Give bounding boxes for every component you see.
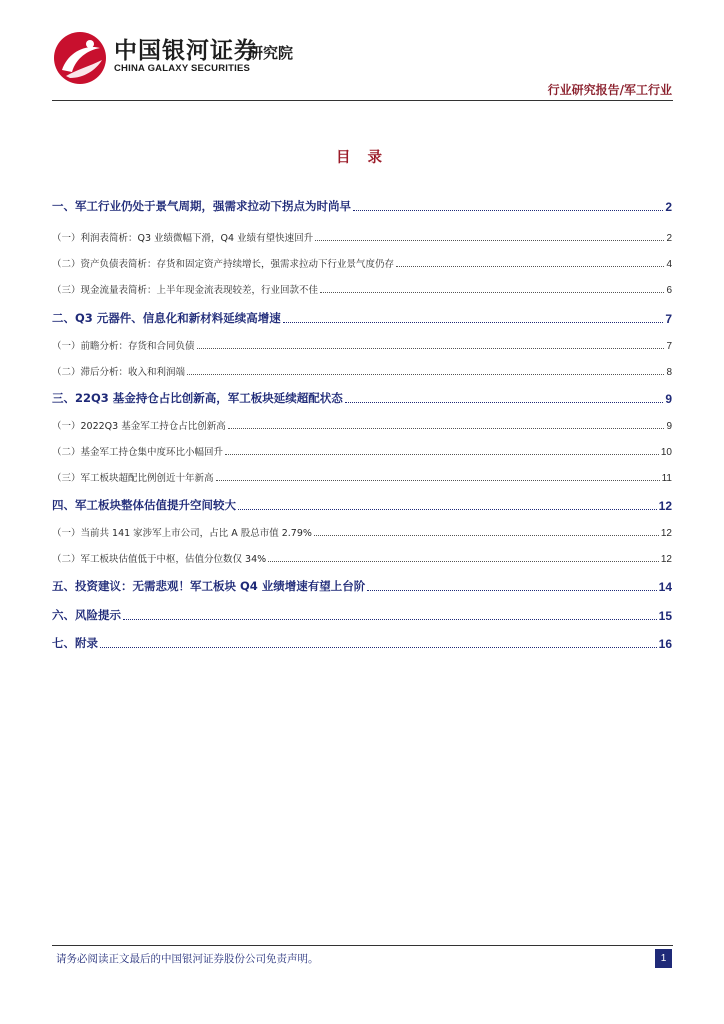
toc-entry-label: 五、投资建议：无需悲观！军工板块 Q4 业绩增速有望上台阶 xyxy=(52,579,366,593)
toc-entry-page: 7 xyxy=(665,312,672,326)
toc-dot-leader xyxy=(100,646,657,648)
toc-dot-leader xyxy=(268,560,659,562)
toc-subsection-link[interactable] xyxy=(52,364,672,378)
toc-section-link[interactable] xyxy=(52,390,672,406)
toc-entry-page: 8 xyxy=(666,367,672,378)
toc-entry-page: 14 xyxy=(658,580,672,594)
header-divider xyxy=(52,100,673,101)
toc-entry-label: （一）利润表简析：Q3 业绩微幅下滑，Q4 业绩有望快速回升 xyxy=(52,233,314,244)
toc-entry-page: 6 xyxy=(666,285,672,296)
toc-subsection-link[interactable] xyxy=(52,418,672,432)
toc-entry-page: 9 xyxy=(666,421,672,432)
toc-dot-leader xyxy=(225,453,659,455)
china-galaxy-logo-icon xyxy=(52,30,108,86)
page-number-badge: 1 xyxy=(655,949,672,968)
toc-section-link[interactable] xyxy=(52,578,672,594)
toc-dot-leader xyxy=(367,589,656,591)
disclaimer-text: 请务必阅读正文最后的中国银河证券股份公司免责声明。 xyxy=(56,953,319,965)
toc-entry-label: （一）前瞻分析：存货和合同负债 xyxy=(52,341,195,352)
toc-dot-leader xyxy=(353,209,663,211)
toc-entry-page: 9 xyxy=(665,392,672,406)
toc-subsection-link[interactable] xyxy=(52,282,672,296)
toc-subsection-link[interactable] xyxy=(52,338,672,352)
toc-entry-label: （一）2022Q3 基金军工持仓占比创新高 xyxy=(52,421,226,432)
toc-entry-label: 四、军工板块整体估值提升空间较大 xyxy=(52,498,236,512)
toc-title: 目 录 xyxy=(335,150,389,166)
toc-entry-page: 11 xyxy=(661,473,672,484)
toc-entry-label: 一、军工行业仍处于景气周期，强需求拉动下拐点为时尚早 xyxy=(52,199,351,213)
toc-dot-leader xyxy=(197,347,665,349)
toc-entry-page: 16 xyxy=(658,637,672,651)
footer-divider xyxy=(52,945,673,946)
toc-entry-label: （二）滞后分析：收入和利润端 xyxy=(52,367,186,378)
logo-chinese-name: 中国银河证券 xyxy=(114,38,258,64)
toc-entry-page: 2 xyxy=(665,200,672,214)
report-type-label: 行业研究报告/军工行业 xyxy=(547,83,672,97)
toc-section-link[interactable] xyxy=(52,198,672,214)
toc-dot-leader xyxy=(396,265,664,267)
toc-dot-leader xyxy=(238,508,657,510)
toc-entry-page: 12 xyxy=(658,499,672,513)
toc-dot-leader xyxy=(315,239,664,241)
toc-entry-label: （二）军工板块估值低于中枢，估值分位数仅 34% xyxy=(52,554,267,565)
toc-section-link[interactable] xyxy=(52,635,672,651)
toc-entry-page: 2 xyxy=(666,233,672,244)
toc-section-link[interactable] xyxy=(52,607,672,623)
toc-dot-leader xyxy=(216,479,660,481)
toc-dot-leader xyxy=(320,291,664,293)
toc-dot-leader xyxy=(123,618,657,620)
toc-entry-label: （三）现金流量表简析：上半年现金流表现较差，行业回款不佳 xyxy=(52,285,319,296)
toc-entry-label: 二、Q3 元器件、信息化和新材料延续高增速 xyxy=(52,311,281,325)
toc-entry-page: 12 xyxy=(660,554,672,565)
toc-entry-label: 六、风险提示 xyxy=(52,608,121,622)
toc-entry-page: 4 xyxy=(666,259,672,270)
toc-subsection-link[interactable] xyxy=(52,551,672,565)
toc-entry-label: （三）军工板块超配比例创近十年新高 xyxy=(52,473,214,484)
toc-entry-label: 三、22Q3 基金持仓占比创新高，军工板块延续超配状态 xyxy=(52,391,343,405)
toc-entry-page: 12 xyxy=(660,528,672,539)
logo-english-name: CHINA GALAXY SECURITIES xyxy=(114,63,251,74)
toc-dot-leader xyxy=(187,373,664,375)
toc-entry-label: （二）基金军工持仓集中度环比小幅回升 xyxy=(52,447,224,458)
toc-entry-page: 15 xyxy=(658,609,672,623)
page-header xyxy=(52,30,672,102)
toc-entry-label: （一）当前共 141 家涉军上市公司，占比 A 股总市值 2.79% xyxy=(52,528,312,539)
toc-dot-leader xyxy=(345,401,664,403)
toc-dot-leader xyxy=(314,534,659,536)
toc-dot-leader xyxy=(283,321,664,323)
toc-entry-label: （二）资产负债表简析：存货和固定资产持续增长，强需求拉动下行业景气度仍存 xyxy=(52,259,395,270)
toc-section-link[interactable] xyxy=(52,310,672,326)
toc-entry-label: 七、附录 xyxy=(52,636,98,650)
toc-subsection-link[interactable] xyxy=(52,256,672,270)
toc-section-link[interactable] xyxy=(52,497,672,513)
toc-entry-page: 10 xyxy=(660,447,672,458)
toc-dot-leader xyxy=(228,427,665,429)
institute-label: 研究院 xyxy=(248,44,294,62)
toc-entry-page: 7 xyxy=(666,341,672,352)
toc-subsection-link[interactable] xyxy=(52,230,672,244)
toc-subsection-link[interactable] xyxy=(52,470,672,484)
toc-subsection-link[interactable] xyxy=(52,525,672,539)
toc-subsection-link[interactable] xyxy=(52,444,672,458)
